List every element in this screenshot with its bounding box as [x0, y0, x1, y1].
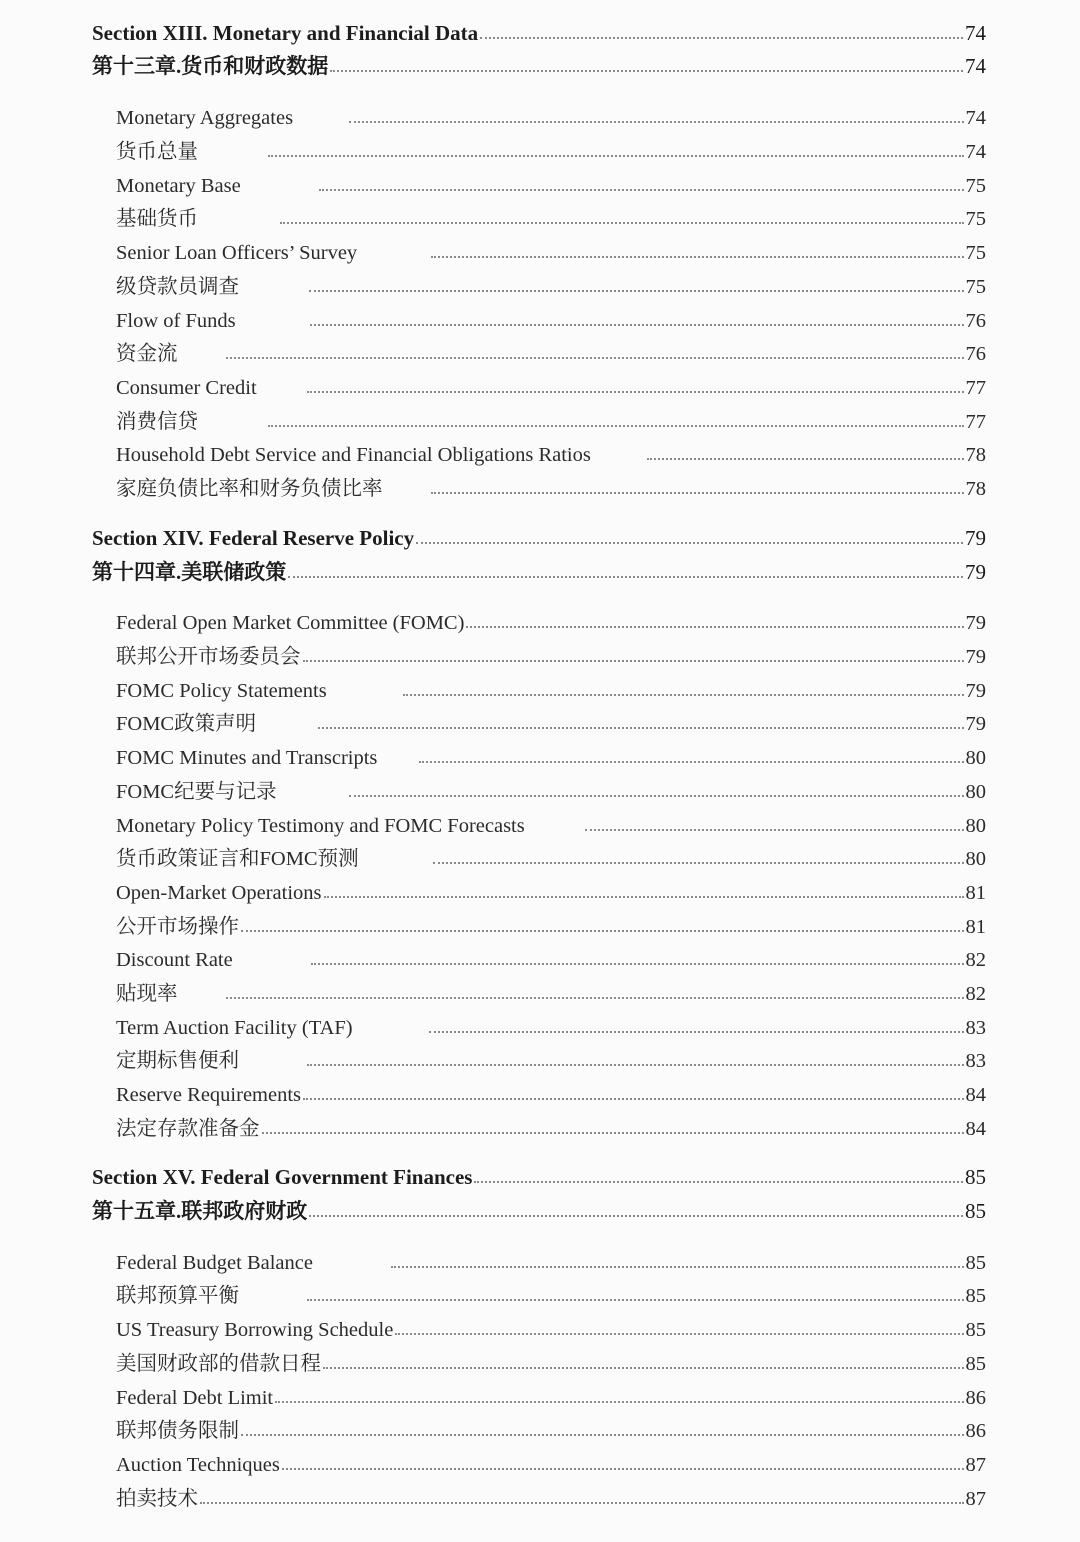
section-heading-zh [92, 1192, 986, 1222]
toc-entry [116, 1344, 986, 1374]
section-heading-en [92, 14, 986, 44]
toc-entry [116, 704, 986, 734]
dot-leader [349, 795, 964, 797]
toc-entry [116, 806, 986, 836]
dot-leader [241, 1434, 964, 1436]
dot-leader [262, 1132, 964, 1134]
page-number: 81 [965, 915, 986, 938]
toc-entry [116, 907, 986, 937]
entry-title: Monetary Policy Testimony and FOMC Forecasts [116, 814, 525, 837]
section-heading-en [92, 519, 986, 549]
entry-title: 美国财政部的借款日程 [116, 1352, 321, 1375]
dot-leader [226, 997, 964, 999]
dot-leader [268, 425, 964, 427]
page-number: 75 [965, 207, 986, 230]
dot-leader [349, 121, 963, 123]
entry-title: 联邦预算平衡 [116, 1284, 239, 1307]
page-number: 79 [965, 611, 986, 634]
entry-title: FOMC Policy Statements [116, 679, 327, 702]
toc-entry [116, 233, 986, 263]
dot-leader [303, 660, 964, 662]
page-number: 83 [965, 1016, 986, 1039]
toc-entry [116, 267, 986, 297]
dot-leader [429, 1031, 964, 1033]
page-number: 75 [965, 174, 986, 197]
dot-leader [303, 1098, 963, 1100]
section-title: 第十四章.美联储政策 [92, 560, 287, 584]
toc-entry [116, 1411, 986, 1441]
dot-leader [391, 1266, 964, 1268]
section-heading-zh [92, 47, 986, 77]
page-number: 75 [965, 275, 986, 298]
page-number: 85 [965, 1284, 986, 1307]
dot-leader [319, 189, 964, 191]
toc-entry [116, 1310, 986, 1340]
dot-leader [324, 896, 964, 898]
entry-title: 公开市场操作 [116, 915, 239, 938]
page-number: 85 [965, 1251, 986, 1274]
dot-leader [241, 930, 964, 932]
dot-leader [318, 727, 963, 729]
entry-title: FOMC政策声明 [116, 712, 257, 735]
toc-entry [116, 301, 986, 331]
entry-title: 法定存款准备金 [116, 1117, 260, 1140]
toc-entry [116, 469, 986, 499]
entry-title: Household Debt Service and Financial Obligations Ratios [116, 443, 591, 466]
section-title: 第十五章.联邦政府财政 [92, 1199, 308, 1223]
page-number: 79 [965, 526, 986, 550]
toc-entry [116, 873, 986, 903]
dot-leader [433, 862, 964, 864]
page-number: 80 [965, 814, 986, 837]
toc-entry [116, 839, 986, 869]
toc-entry [116, 974, 986, 1004]
entry-title: Senior Loan Officers’ Survey [116, 241, 358, 264]
dot-leader [416, 542, 963, 544]
toc-entry [116, 603, 986, 633]
dot-leader [474, 1181, 963, 1183]
page-number: 79 [965, 679, 986, 702]
entry-title: 定期标售便利 [116, 1049, 239, 1072]
section-heading-zh [92, 553, 986, 583]
entry-title: 基础货币 [116, 207, 198, 230]
section-heading-en [92, 1158, 986, 1188]
page-number: 87 [965, 1453, 986, 1476]
entry-title: Federal Open Market Committee (FOMC) [116, 611, 465, 634]
toc-entry [116, 772, 986, 802]
dot-leader [647, 458, 964, 460]
entry-title: Consumer Credit [116, 376, 257, 399]
toc-entry [116, 334, 986, 364]
entry-title: 级贷款员调查 [116, 275, 239, 298]
page-number: 83 [965, 1049, 986, 1072]
dot-leader [200, 1502, 964, 1504]
dot-leader [307, 391, 964, 393]
entry-title: 拍卖技术 [116, 1487, 198, 1510]
entry-title: 资金流 [116, 342, 178, 365]
dot-leader [226, 357, 964, 359]
toc-entry [116, 199, 986, 229]
entry-title: 贴现率 [116, 982, 178, 1005]
dot-leader [431, 492, 964, 494]
entry-title: 联邦公开市场委员会 [116, 645, 301, 668]
dot-leader [395, 1333, 963, 1335]
dot-leader [403, 694, 964, 696]
page-number: 77 [965, 376, 986, 399]
page-number: 85 [965, 1352, 986, 1375]
dot-leader [585, 829, 964, 831]
entry-title: Flow of Funds [116, 309, 236, 332]
entry-title: FOMC纪要与记录 [116, 780, 277, 803]
toc-entry [116, 1008, 986, 1038]
dot-leader [323, 1367, 964, 1369]
entry-title: Discount Rate [116, 948, 233, 971]
toc-entry [116, 402, 986, 432]
page-number: 78 [965, 443, 986, 466]
page-number: 79 [965, 560, 986, 584]
page-number: 84 [965, 1083, 986, 1106]
page-number: 79 [965, 645, 986, 668]
dot-leader [282, 1468, 964, 1470]
dot-leader [268, 155, 964, 157]
dot-leader [480, 37, 963, 39]
toc-entry [116, 1041, 986, 1071]
dot-leader [288, 576, 963, 578]
page-number: 79 [965, 712, 986, 735]
toc-entry [116, 671, 986, 701]
page-number: 74 [965, 140, 986, 163]
page-number: 85 [965, 1318, 986, 1341]
page-number: 78 [965, 477, 986, 500]
toc-entry [116, 368, 986, 398]
toc-entry [116, 1445, 986, 1475]
toc-entry [116, 1075, 986, 1105]
entry-title: Monetary Base [116, 174, 241, 197]
entry-title: FOMC Minutes and Transcripts [116, 746, 378, 769]
entry-title: Federal Debt Limit [116, 1386, 274, 1409]
dot-leader [275, 1401, 963, 1403]
dot-leader [307, 1299, 964, 1301]
toc-entry [116, 1378, 986, 1408]
dot-leader [307, 1064, 964, 1066]
page-number: 81 [965, 881, 986, 904]
dot-leader [310, 324, 964, 326]
dot-leader [419, 761, 963, 763]
toc-entry [116, 1109, 986, 1139]
toc-entry [116, 940, 986, 970]
page-number: 74 [965, 106, 986, 129]
entry-title: 联邦债务限制 [116, 1419, 239, 1442]
toc-entry [116, 98, 986, 128]
dot-leader [309, 1215, 963, 1217]
page-number: 74 [965, 54, 986, 78]
dot-leader [330, 70, 963, 72]
entry-title: Open-Market Operations [116, 881, 322, 904]
entry-title: Auction Techniques [116, 1453, 280, 1476]
toc-entry [116, 1479, 986, 1509]
page-number: 76 [965, 342, 986, 365]
toc-entry [116, 738, 986, 768]
toc-entry [116, 435, 986, 465]
entry-title: Term Auction Facility (TAF) [116, 1016, 353, 1039]
page-number: 85 [965, 1199, 986, 1223]
entry-title: Monetary Aggregates [116, 106, 294, 129]
entry-title: US Treasury Borrowing Schedule [116, 1318, 394, 1341]
entry-title: 家庭负债比率和财务负债比率 [116, 477, 383, 500]
entry-title: 货币总量 [116, 140, 198, 163]
entry-title: 货币政策证言和FOMC预测 [116, 847, 359, 870]
section-title: 第十三章.货币和财政数据 [92, 54, 329, 78]
toc-entry [116, 166, 986, 196]
entry-title: 消费信贷 [116, 410, 198, 433]
page-number: 80 [965, 847, 986, 870]
page-number: 80 [965, 746, 986, 769]
page-number: 76 [965, 309, 986, 332]
toc-entry [116, 1243, 986, 1273]
dot-leader [431, 256, 963, 258]
page-number: 84 [965, 1117, 986, 1140]
dot-leader [309, 290, 964, 292]
toc-entry [116, 1276, 986, 1306]
dot-leader [280, 222, 964, 224]
dot-leader [466, 626, 963, 628]
page-number: 80 [965, 780, 986, 803]
toc-entry [116, 637, 986, 667]
entry-title: Federal Budget Balance [116, 1251, 313, 1274]
section-title: Section XIII. Monetary and Financial Data [92, 21, 479, 45]
entry-title: Reserve Requirements [116, 1083, 302, 1106]
page-number: 86 [965, 1419, 986, 1442]
page-number: 75 [965, 241, 986, 264]
page-number: 86 [965, 1386, 986, 1409]
toc-entry [116, 132, 986, 162]
page-number: 87 [965, 1487, 986, 1510]
dot-leader [311, 963, 964, 965]
page-number: 82 [965, 948, 986, 971]
page-number: 85 [965, 1165, 986, 1189]
page-number: 82 [965, 982, 986, 1005]
section-title: Section XIV. Federal Reserve Policy [92, 526, 415, 550]
page-number: 74 [965, 21, 986, 45]
page-number: 77 [965, 410, 986, 433]
section-title: Section XV. Federal Government Finances [92, 1165, 473, 1189]
